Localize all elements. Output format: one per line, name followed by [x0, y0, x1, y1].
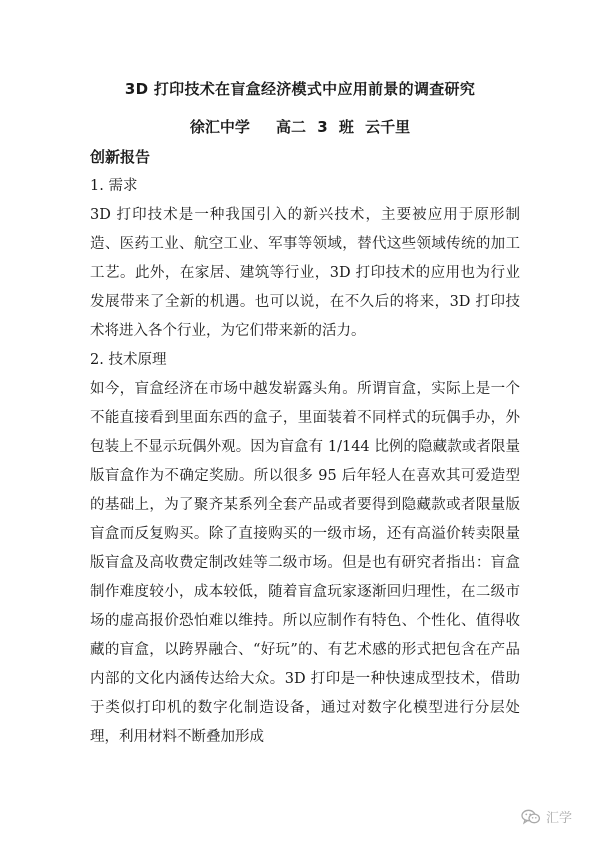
watermark: [521, 807, 572, 826]
report-type-heading: 创新报告: [90, 148, 151, 166]
section-paragraph-principle: 如今，盲盒经济在市场中越发崭露头角。所谓盲盒，实际上是一个不能直接看到里面东西的盒子，里面装着不同样式的玩偶手办，外包装上不显示玩偶外观。因为盲盒有 1/144 比例的隐藏款或者限量版盲盒作为不确定奖励。所以很多 95 后年轻人在喜欢其可爱造型的基础上，为了聚齐某系列全套产品或者要得到隐藏款或者限量版盲盒而反复购买。除了直接购买的一级市场，还有高溢价转卖限量版盲盒及高收费定制改娃等二级市场。但是也有研究者指出：盲盒制作难度较小，成本较低，随着盲盒玩家逐渐回归理性，在二级市场的虚高报价恐怕难以维持。所以应制作有特色、个性化、值得收藏的盲盒，以跨界融合、“好玩”的、有艺术感的形式把包含在产品内部的文化内涵传达给大众。3D 打印是一种快速成型技术，借助于类似打印机的数字化制造设备，通过对数字化模型进行分层处理，利用材料不断叠加形成: [90, 381, 520, 745]
section-heading-principle: 2. 技术原理: [90, 352, 167, 368]
watermark-text: 汇学: [545, 811, 572, 826]
wechat-icon: [521, 809, 541, 825]
document-title: 3D 打印技术在盲盒经济模式中应用前景的调查研究: [124, 80, 476, 98]
author-line: 徐汇中学 高二 3 班 云千里: [189, 118, 411, 136]
section-paragraph-need: 3D 打印技术是一种我国引入的新兴技术，主要被应用于原形制造、医药工业、航空工业、军事等领域，替代这些领域传统的加工工艺。此外，在家居、建筑等行业，3D 打印技术的应用也为行业发展带来了全新的机遇。也可以说，在不久后的将来，3D 打印技术将进入各个行业，为它们带来新的活力。: [90, 207, 520, 339]
section-heading-need: 1. 需求: [90, 178, 138, 194]
document-body: [90, 143, 520, 752]
